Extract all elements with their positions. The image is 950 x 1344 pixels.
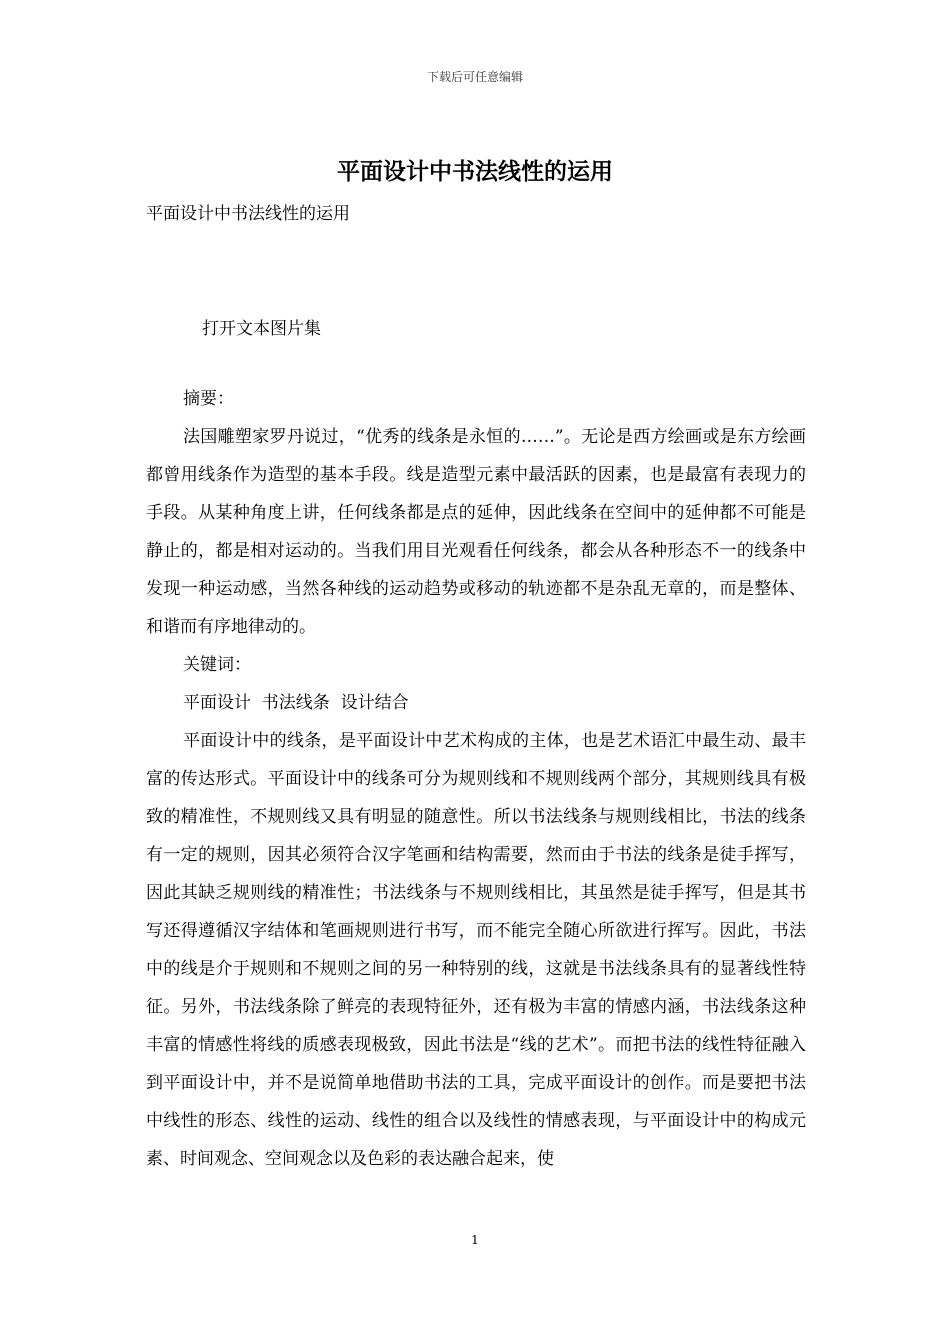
document-title: 平面设计中书法线性的运用 (337, 158, 613, 185)
page-header-note: 下载后可任意编辑 (426, 70, 523, 84)
open-image-gallery-link[interactable]: 打开文本图片集 (202, 319, 321, 339)
abstract-label: 摘要： (183, 389, 234, 409)
keywords-text: 平面设计 书法线条 设计结合 (183, 693, 409, 713)
document-body (146, 380, 806, 1178)
page-number: 1 (471, 1233, 479, 1247)
body-paragraph: 平面设计中的线条，是平面设计中艺术构成的主体，也是艺术语汇中最生动、最丰富的传达形式。平面设计中的线条可分为规则线和不规则线两个部分，其规则线具有极致的精准性，不规则线又具有明显的随意性。所以书法线条与规则线相比，书法的线条有一定的规则，因其必须符合汉字笔画和结构需要，然而由于书法的线条是徒手挥写，因此其缺乏规则线的精准性；书法线条与不规则线相比，其虽然是徒手挥写，但是其书写还得遵循汉字结体和笔画规则进行书写，而不能完全随心所欲进行挥写。因此，书法中的线是介于规则和不规则之间的另一种特别的线，这就是书法线条具有的显著线性特征。另外，书法线条除了鲜亮的表现特征外，还有极为丰富的情感内涵，书法线条这种丰富的情感性将线的质感表现极致，因此书法是“线的艺术”。而把书法的线性特征融入到平面设计中，并不是说简单地借助书法的工具，完成平面设计的创作。而是要把书法中线性的形态、线性的运动、线性的组合以及线性的情感表现，与平面设计中的构成元素、时间观念、空间观念以及色彩的表达融合起来，使 (146, 731, 806, 1169)
keywords-label: 关键词： (183, 655, 251, 675)
document-subtitle: 平面设计中书法线性的运用 (146, 204, 350, 224)
abstract-text: 法国雕塑家罗丹说过，“优秀的线条是永恒的……”。无论是西方绘画或是东方绘画都曾用线条作为造型的基本手段。线是造型元素中最活跃的因素，也是最富有表现力的手段。从某种角度上讲，任何线条都是点的延伸，因此线条在空间中的延伸都不可能是静止的，都是相对运动的。当我们用目光观看任何线条，都会从各种形态不一的线条中发现一种运动感，当然各种线的运动趋势或移动的轨迹都不是杂乱无章的，而是整体、和谐而有序地律动的。 (146, 427, 806, 637)
